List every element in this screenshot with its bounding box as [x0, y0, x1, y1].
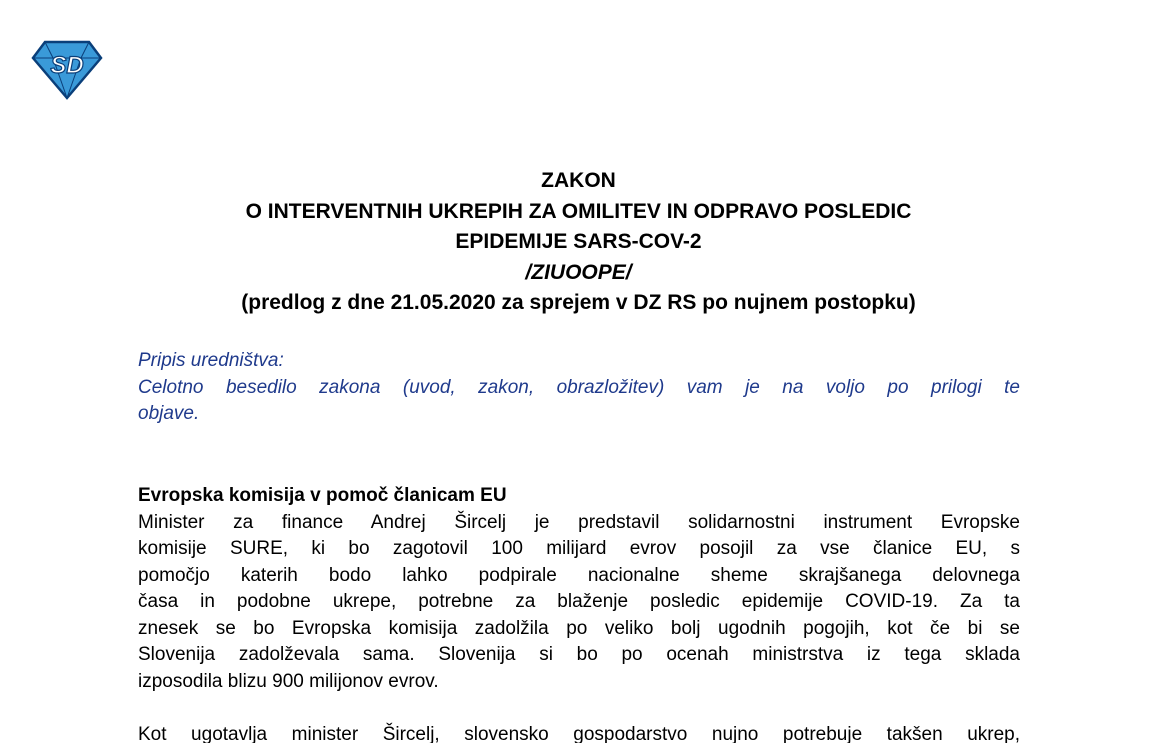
paragraph-line: časa in podobne ukrepe, potrebne za blaženje posledic epidemije COVID-19. Za ta	[138, 591, 1020, 612]
title-abbreviation: /ZIUOOPE/	[525, 260, 632, 284]
title-line-1: ZAKON	[541, 169, 616, 192]
paragraph-line: pomočjo katerih bodo lahko podpirale nacionalne sheme skrajšanega delovnega	[138, 564, 1020, 586]
paragraph-line: Slovenija zadolževala sama. Slovenija si bo po ocenah ministrstva iz tega sklada	[138, 644, 1020, 665]
title-line-3: EPIDEMIJE SARS-COV-2	[455, 230, 702, 253]
editor-note-label: Pripis uredništva:	[138, 350, 284, 371]
paragraph-gap	[138, 695, 1020, 722]
logo-lettering: SD	[50, 52, 84, 79]
sd-logo-icon	[31, 40, 103, 100]
paragraph-line: Minister za finance Andrej Šircelj je predstavil solidarnostni instrument Evropske	[138, 511, 1020, 533]
title-line-2: O INTERVENTNIH UKREPIH ZA OMILITEV IN ODPRAVO POSLEDIC	[245, 199, 912, 223]
document-title	[60, 166, 1097, 319]
article-section	[138, 483, 1020, 743]
editor-note-line: objave.	[138, 403, 200, 424]
section-heading: Evropska komisija v pomoč članicam EU	[138, 485, 507, 506]
paragraph-line: komisije SURE, ki bo zagotovil 100 milijard evrov posojil za vse članice EU, s	[138, 538, 1020, 559]
editor-note	[138, 348, 1020, 428]
paragraph-line: Kot ugotavlja minister Šircelj, slovensko gospodarstvo nujno potrebuje takšen ukrep,	[138, 723, 1020, 743]
paragraph-line: znesek se bo Evropska komisija zadolžila po veliko bolj ugodnih pogojih, kot če bi se	[138, 617, 1020, 639]
paragraph-line: izposodila blizu 900 milijonov evrov.	[138, 670, 439, 692]
editor-note-line: Celotno besedilo zakona (uvod, zakon, obrazložitev) vam je na voljo po prilogi te	[138, 376, 1020, 398]
logo	[31, 40, 103, 100]
title-proposal-note: (predlog z dne 21.05.2020 za sprejem v DZ RS po nujnem postopku)	[241, 291, 916, 314]
